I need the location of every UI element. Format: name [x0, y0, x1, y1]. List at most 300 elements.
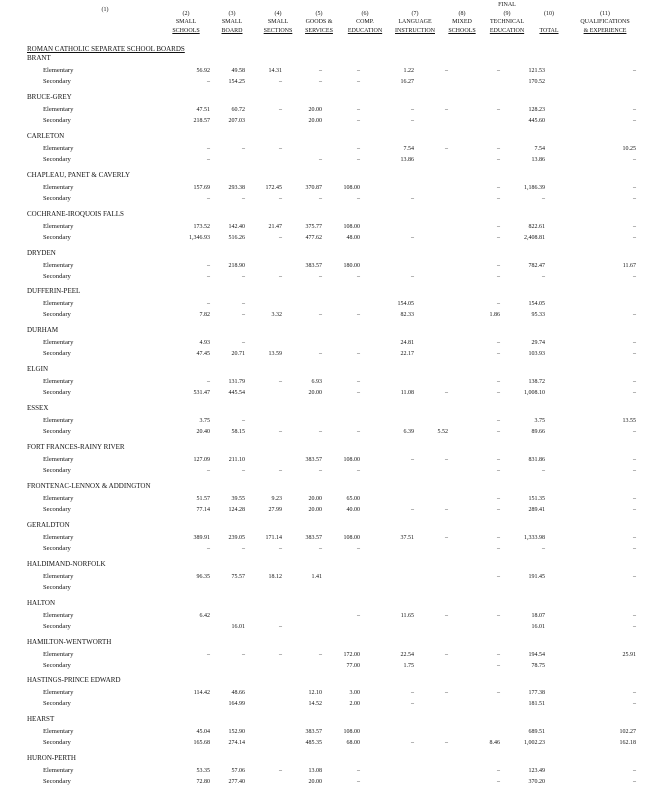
table-cell: 477.62	[305, 234, 322, 241]
table-cell: 5.52	[437, 429, 448, 436]
column-number: (8)	[458, 11, 466, 17]
table-cell: –	[633, 457, 636, 463]
table-cell: –	[445, 690, 448, 697]
row-label: Elementary	[43, 456, 74, 463]
table-cell: –	[633, 351, 636, 358]
row-label: Elementary	[43, 183, 74, 191]
table-cell: –	[497, 418, 500, 425]
table-cell: 18.12	[268, 573, 282, 580]
table-cell: –	[357, 390, 360, 397]
table-cell: –	[411, 106, 414, 113]
row-label: Elementary	[43, 650, 74, 658]
table-cell: –	[633, 273, 636, 280]
table-cell: 25.91	[622, 651, 636, 658]
row-label: Elementary	[43, 67, 74, 74]
table-cell: –	[242, 312, 245, 319]
row-label: Elementary	[43, 728, 74, 736]
table-cell: –	[319, 468, 322, 474]
table-cell: –	[411, 701, 414, 708]
table-cell: –	[445, 651, 448, 658]
row-label: Elementary	[43, 378, 74, 386]
table-cell: 2.00	[349, 701, 360, 708]
table-cell: 157.69	[193, 184, 210, 191]
table-cell: 152.90	[228, 729, 245, 736]
table-cell: 57.06	[231, 768, 245, 775]
table-cell: –	[357, 429, 360, 436]
row-label: Secondary	[43, 739, 71, 747]
table-cell: –	[242, 651, 245, 658]
table-cell: –	[357, 779, 360, 786]
table-cell: 172.45	[265, 184, 282, 191]
table-cell: 383.57	[305, 729, 322, 736]
row-label: Secondary	[43, 544, 71, 552]
table-cell: 77.14	[196, 506, 210, 513]
table-cell: –	[497, 779, 500, 786]
table-cell: –	[411, 273, 414, 280]
table-cell: 207.03	[228, 117, 245, 124]
row-label: Secondary	[43, 78, 71, 85]
board-name: HEARST	[27, 715, 55, 724]
table-cell: –	[633, 184, 636, 191]
table-cell: –	[279, 79, 282, 85]
table-cell: 8.46	[489, 740, 500, 747]
board-name: ESSEX	[27, 404, 49, 413]
board-name: HALTON	[27, 598, 56, 607]
column-heading-line1: SMALL	[175, 19, 197, 25]
table-cell: –	[207, 145, 210, 152]
row-label: Secondary	[43, 272, 71, 280]
table-cell: –	[633, 68, 636, 74]
board-name: BRUCE-GREY	[27, 92, 72, 101]
board-name: DUFFERIN-PEEL	[27, 287, 81, 296]
board-name: ELGIN	[27, 365, 48, 374]
board-name: HAMILTON-WENTWORTH	[27, 637, 112, 646]
table-cell: 138.72	[528, 379, 545, 386]
table-cell: –	[242, 340, 245, 347]
table-cell: 289.41	[528, 506, 545, 513]
table-cell: 45.04	[196, 729, 210, 736]
table-cell: –	[497, 68, 500, 74]
table-cell: –	[497, 457, 500, 463]
column-heading-line1: SMALL	[267, 19, 289, 25]
table-cell: –	[357, 351, 360, 358]
section-heading: ROMAN CATHOLIC SEPARATE SCHOOL BOARDS	[27, 45, 185, 53]
table-cell: –	[319, 156, 322, 163]
table-cell: –	[633, 379, 636, 386]
row-label: Secondary	[43, 233, 71, 241]
table-cell: 20.71	[231, 351, 245, 358]
table-cell: 3.00	[349, 690, 360, 697]
board-name: CHAPLEAU, PANET & CAVERLY	[27, 170, 131, 179]
table-cell: 1.22	[403, 68, 414, 74]
board-name: DRYDEN	[27, 248, 56, 257]
table-cell: 142.40	[228, 223, 245, 230]
table-cell: 22.54	[400, 651, 414, 658]
table-cell: 82.33	[400, 312, 414, 319]
column-heading-underlined: SERVICES	[305, 28, 333, 34]
column-number: (10)	[544, 11, 554, 17]
table-cell: –	[319, 545, 322, 552]
row-label: Secondary	[43, 155, 71, 163]
table-cell: 47.45	[196, 351, 210, 358]
column-heading-underlined: & EXPERIENCE	[583, 28, 627, 34]
table-cell: –	[633, 545, 636, 552]
table-cell: 2,408.81	[524, 234, 545, 241]
table-cell: –	[445, 390, 448, 397]
table-cell: –	[207, 262, 210, 269]
row-label: Secondary	[43, 505, 71, 513]
column-number: (2)	[182, 11, 190, 17]
table-cell: –	[207, 379, 210, 386]
table-cell: –	[633, 495, 636, 502]
table-cell: –	[633, 701, 636, 708]
table-cell: 3.75	[534, 418, 545, 425]
table-cell: –	[319, 79, 322, 85]
table-cell: –	[207, 651, 210, 658]
table-cell: –	[497, 429, 500, 436]
table-cell: 177.38	[528, 690, 545, 697]
table-cell: –	[633, 573, 636, 580]
table-cell: –	[357, 156, 360, 163]
table-cell: –	[497, 234, 500, 241]
row-label: Elementary	[43, 689, 74, 697]
table-cell: –	[242, 273, 245, 280]
table-cell: –	[445, 740, 448, 747]
column-heading-underlined: TOTAL	[539, 28, 559, 34]
column-number: (6)	[361, 11, 369, 17]
table-cell: –	[497, 184, 500, 191]
table-cell: –	[207, 79, 210, 85]
table-cell: –	[497, 195, 500, 202]
table-cell: 274.14	[228, 740, 245, 747]
table-cell: –	[633, 779, 636, 786]
table-cell: 108.00	[343, 184, 360, 191]
table-cell: –	[497, 612, 500, 619]
table-cell: 154.25	[228, 79, 245, 85]
table-cell: 165.68	[193, 740, 210, 747]
board-name: GERALDTON	[27, 520, 70, 529]
column-number: (9)	[503, 11, 511, 17]
table-cell: 124.28	[228, 506, 245, 513]
table-cell: –	[319, 273, 322, 280]
table-cell: –	[357, 195, 360, 202]
table-cell: 13.86	[400, 156, 414, 163]
table-cell: 78.75	[531, 662, 545, 669]
table-cell: –	[445, 68, 448, 74]
table-cell: 108.00	[343, 534, 360, 541]
row-label: Elementary	[43, 105, 74, 113]
table-cell: –	[319, 651, 322, 658]
row-label: Elementary	[43, 494, 74, 502]
table-cell: –	[542, 273, 545, 280]
table-cell: 48.66	[231, 690, 245, 697]
table-cell: 11.08	[400, 390, 414, 397]
table-cell: 20.00	[308, 106, 322, 113]
table-cell: –	[633, 768, 636, 775]
row-label: Elementary	[43, 533, 74, 541]
table-cell: 37.51	[400, 534, 414, 541]
table-cell: 18.07	[531, 612, 545, 619]
table-cell: 11.65	[400, 612, 414, 619]
table-cell: 95.33	[531, 312, 545, 319]
column-heading-underlined: INSTRUCTION	[395, 28, 435, 34]
row-label: Secondary	[43, 700, 71, 708]
row-label: Elementary	[43, 611, 74, 619]
table-cell: 485.35	[305, 740, 322, 747]
column-heading-underlined: SCHOOLS	[448, 28, 476, 34]
table-cell: 20.00	[308, 495, 322, 502]
table-cell: 131.79	[228, 379, 245, 386]
row-label: Elementary	[43, 222, 74, 230]
table-cell: –	[633, 612, 636, 619]
table-cell: –	[319, 312, 322, 319]
row-label: Secondary	[43, 389, 71, 397]
table-cell: –	[542, 545, 545, 552]
table-cell: 58.15	[231, 429, 245, 436]
table-cell: –	[445, 457, 448, 463]
table-cell: –	[279, 234, 282, 241]
column-heading-line2	[573, 28, 637, 34]
table-cell: 445.54	[228, 390, 245, 397]
table-cell: –	[242, 145, 245, 152]
table-cell: –	[497, 662, 500, 669]
row-label: Secondary	[43, 350, 71, 358]
table-cell: 21.47	[268, 223, 282, 230]
row-label: Secondary	[43, 661, 71, 669]
table-cell: 831.86	[528, 457, 545, 463]
table-cell: –	[497, 690, 500, 697]
column-heading-underlined: BOARD	[221, 28, 243, 34]
table-cell: 170.52	[528, 79, 545, 85]
table-cell: –	[633, 312, 636, 319]
table-cell: 154.05	[528, 301, 545, 308]
table-cell: 22.17	[400, 351, 414, 358]
table-cell: –	[279, 195, 282, 202]
table-cell: –	[207, 156, 210, 163]
table-cell: 103.93	[528, 351, 545, 358]
table-cell: 29.74	[531, 340, 545, 347]
table-cell: –	[445, 506, 448, 513]
table-cell: 20.00	[308, 390, 322, 397]
table-cell: –	[633, 468, 636, 474]
table-cell: 445.60	[528, 117, 545, 124]
column-heading-line2	[517, 28, 581, 34]
table-cell: 383.57	[305, 457, 322, 463]
table-cell: –	[542, 195, 545, 202]
table-cell: 13.55	[622, 418, 636, 425]
table-cell: –	[497, 223, 500, 230]
table-cell: –	[207, 545, 210, 552]
table-cell: 531.47	[193, 390, 210, 397]
table-cell: 1.75	[403, 662, 414, 669]
table-cell: 162.18	[619, 740, 636, 747]
board-name: DURHAM	[27, 326, 59, 335]
table-cell: –	[497, 145, 500, 152]
table-cell: 3.75	[199, 418, 210, 425]
table-cell: 53.35	[196, 768, 210, 775]
table-cell: 12.10	[308, 690, 322, 697]
table-cell: 48.00	[346, 234, 360, 241]
table-cell: –	[279, 379, 282, 386]
column-heading-line1: QUALIFICATIONS	[580, 19, 630, 25]
table-cell: –	[497, 262, 500, 269]
table-cell: 211.10	[228, 457, 245, 463]
table-cell: –	[633, 117, 636, 124]
table-cell: –	[357, 379, 360, 386]
table-cell: 114.42	[193, 690, 210, 697]
board-name: HASTINGS-PRINCE EDWARD	[27, 676, 121, 685]
table-cell: 173.52	[193, 223, 210, 230]
table-cell: 782.47	[528, 262, 545, 269]
table-cell: 1,333.98	[524, 534, 545, 541]
table-cell: 40.00	[346, 506, 360, 513]
table-cell: –	[411, 740, 414, 747]
table-cell: 27.99	[268, 506, 282, 513]
table-cell: 96.35	[196, 573, 210, 580]
row-label: Elementary	[43, 572, 74, 580]
table-cell: 108.00	[343, 729, 360, 736]
table-cell: 6.42	[199, 612, 210, 619]
table-cell: 14.31	[268, 68, 282, 74]
table-cell: 24.81	[400, 340, 414, 347]
table-cell: –	[497, 273, 500, 280]
row-label: Secondary	[43, 311, 71, 319]
table-cell: –	[207, 301, 210, 308]
table-cell: –	[411, 234, 414, 241]
table-cell: –	[542, 468, 545, 474]
column-heading-line1: MIXED	[452, 19, 472, 25]
table-cell: 39.55	[231, 495, 245, 502]
table-cell: –	[279, 545, 282, 552]
table-cell: 20.00	[308, 779, 322, 786]
table-cell: –	[445, 106, 448, 113]
table-cell: –	[497, 768, 500, 775]
table-cell: 16.01	[531, 623, 545, 630]
table-cell: 108.00	[343, 223, 360, 230]
table-cell: –	[279, 623, 282, 630]
column-heading-underlined: EDUCATION	[489, 28, 525, 34]
table-cell: –	[357, 273, 360, 280]
table-cell: 239.05	[228, 534, 245, 541]
table-cell: –	[633, 234, 636, 241]
table-cell: 11.67	[622, 262, 636, 269]
table-cell: –	[633, 506, 636, 513]
table-cell: –	[411, 195, 414, 202]
table-cell: –	[357, 768, 360, 775]
table-cell: –	[497, 468, 500, 474]
table-cell: 75.57	[231, 573, 245, 580]
table-cell: –	[207, 468, 210, 474]
board-name: HALDIMAND-NORFOLK	[27, 559, 106, 568]
table-cell: 7.54	[403, 145, 414, 152]
table-cell: –	[411, 690, 414, 697]
table-cell: –	[242, 418, 245, 425]
table-cell: 13.59	[268, 351, 282, 358]
column-number: (5)	[315, 11, 323, 17]
table-cell: 49.58	[231, 68, 245, 74]
table-cell: –	[357, 68, 360, 74]
row-label: Secondary	[43, 467, 71, 474]
table-cell: –	[497, 495, 500, 502]
table-cell: 389.91	[193, 534, 210, 541]
table-cell: –	[411, 117, 414, 124]
row-label: Secondary	[43, 194, 71, 202]
table-cell: –	[497, 534, 500, 541]
table-cell: –	[357, 106, 360, 113]
board-name: BRANT	[27, 54, 51, 62]
table-cell: 180.00	[343, 262, 360, 269]
column-number: (11)	[600, 11, 610, 17]
table-cell: 20.00	[308, 117, 322, 124]
table-cell: 164.99	[228, 701, 245, 708]
table-cell: 1,008.10	[524, 390, 545, 397]
table-cell: –	[411, 506, 414, 513]
table-cell: 16.01	[231, 623, 245, 630]
table-cell: 4.93	[199, 340, 210, 347]
table-cell: –	[633, 429, 636, 436]
table-cell: 181.51	[528, 701, 545, 708]
table-cell: –	[357, 612, 360, 619]
table-cell: –	[357, 468, 360, 474]
table-cell: –	[633, 534, 636, 541]
row-label: Secondary	[43, 583, 71, 591]
final-label: FINAL	[498, 2, 516, 8]
table-cell: 1,186.39	[524, 184, 545, 191]
row-label: Secondary	[43, 622, 71, 630]
table-cell: 370.87	[305, 184, 322, 191]
row-label: Elementary	[43, 767, 74, 775]
column-heading-underlined: EDUCATION	[347, 28, 383, 34]
table-cell: –	[279, 106, 282, 113]
table-cell: –	[357, 545, 360, 552]
table-cell: 3.32	[271, 312, 282, 319]
table-cell: 102.27	[619, 729, 636, 736]
table-cell: 16.27	[400, 79, 414, 85]
table-cell: 68.00	[346, 740, 360, 747]
column-heading-line1: SMALL	[221, 19, 243, 25]
table-cell: 7.82	[199, 312, 210, 319]
row-label: Secondary	[43, 778, 71, 786]
table-cell: 123.49	[528, 768, 545, 775]
table-cell: –	[319, 429, 322, 436]
table-cell: –	[357, 117, 360, 124]
table-cell: 516.26	[228, 234, 245, 241]
table-cell: 121.53	[528, 68, 545, 74]
column-heading-underlined: SCHOOLS	[172, 28, 200, 34]
column-heading-line1: LANGUAGE	[398, 19, 432, 25]
board-name: FORT FRANCES-RAINY RIVER	[27, 443, 125, 451]
board-name: CARLETON	[27, 131, 65, 140]
table-cell: 65.00	[346, 495, 360, 502]
table-cell: –	[445, 534, 448, 541]
table-cell: 9.23	[271, 495, 282, 502]
table-cell: –	[319, 351, 322, 358]
column-heading-line1: COMP.	[356, 19, 374, 25]
table-cell: –	[319, 195, 322, 202]
table-cell: –	[357, 79, 360, 85]
row-label: Secondary	[43, 428, 71, 436]
table-cell: 154.05	[397, 301, 414, 308]
table-cell: –	[497, 156, 500, 163]
column-number: (3)	[228, 11, 236, 17]
row-label: Elementary	[43, 339, 74, 347]
table-cell: 13.86	[531, 156, 545, 163]
table-cell: 127.09	[193, 457, 210, 463]
table-cell: 1.41	[311, 573, 322, 580]
column-heading-line1: TECHNICAL	[490, 19, 524, 25]
table-cell: 171.14	[265, 534, 282, 541]
table-cell: –	[497, 506, 500, 513]
